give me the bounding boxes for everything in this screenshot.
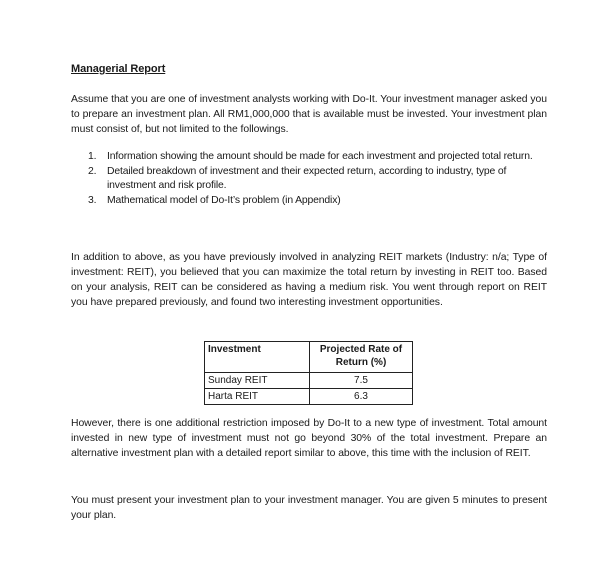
cell-investment: Harta REIT [205, 389, 310, 405]
header-rate: Projected Rate of Return (%) [310, 342, 413, 373]
list-item [88, 165, 547, 194]
list-number: 2. [88, 165, 97, 177]
list-number: 3. [88, 194, 97, 206]
cell-investment: Sunday REIT [205, 373, 310, 389]
cell-rate: 7.5 [310, 373, 413, 389]
table-row [205, 389, 413, 405]
intro-paragraph: Assume that you are one of investment analysts working with Do-It. Your investment manager asked you to prepare an investment plan. All RM1,000,000 that is available must be invested. Your investment plan must consist of, but not limited to the followings. [71, 94, 547, 135]
requirements-list [88, 150, 547, 208]
list-item [88, 150, 547, 165]
reit-paragraph: In addition to above, as you have previously involved in analyzing REIT markets (Industry: n/a; Type of investment: REIT), you believed that you can maximize the total return by investing in REIT too. Based on your analysis, REIT can be considered as having a medium risk. You went through report on REIT you have prepared previously, and found two interesting investment opportunities. [71, 252, 547, 308]
header-investment: Investment [205, 342, 310, 373]
list-item [88, 194, 547, 209]
table-row [205, 373, 413, 389]
list-text: Detailed breakdown of investment and their expected return, according to industry, type of investment and risk profile. [107, 165, 507, 191]
closing-paragraph: You must present your investment plan to your investment manager. You are given 5 minutes to present your plan. [71, 495, 547, 521]
list-text: Information showing the amount should be made for each investment and projected total return. [107, 151, 533, 162]
list-text: Mathematical model of Do-It’s problem (in Appendix) [107, 194, 341, 206]
restriction-paragraph: However, there is one additional restriction imposed by Do-It to a new type of investment. Total amount invested in new type of investment must not go beyond 30% of the total investment. Prepare an alternative investment plan with a detailed report similar to above, this time with the inclusion of REIT. [71, 418, 547, 459]
report-title: Managerial Report [71, 63, 166, 75]
list-number: 1. [88, 151, 97, 162]
table-header-row [205, 342, 413, 373]
reit-table [204, 341, 413, 405]
cell-rate: 6.3 [310, 389, 413, 405]
